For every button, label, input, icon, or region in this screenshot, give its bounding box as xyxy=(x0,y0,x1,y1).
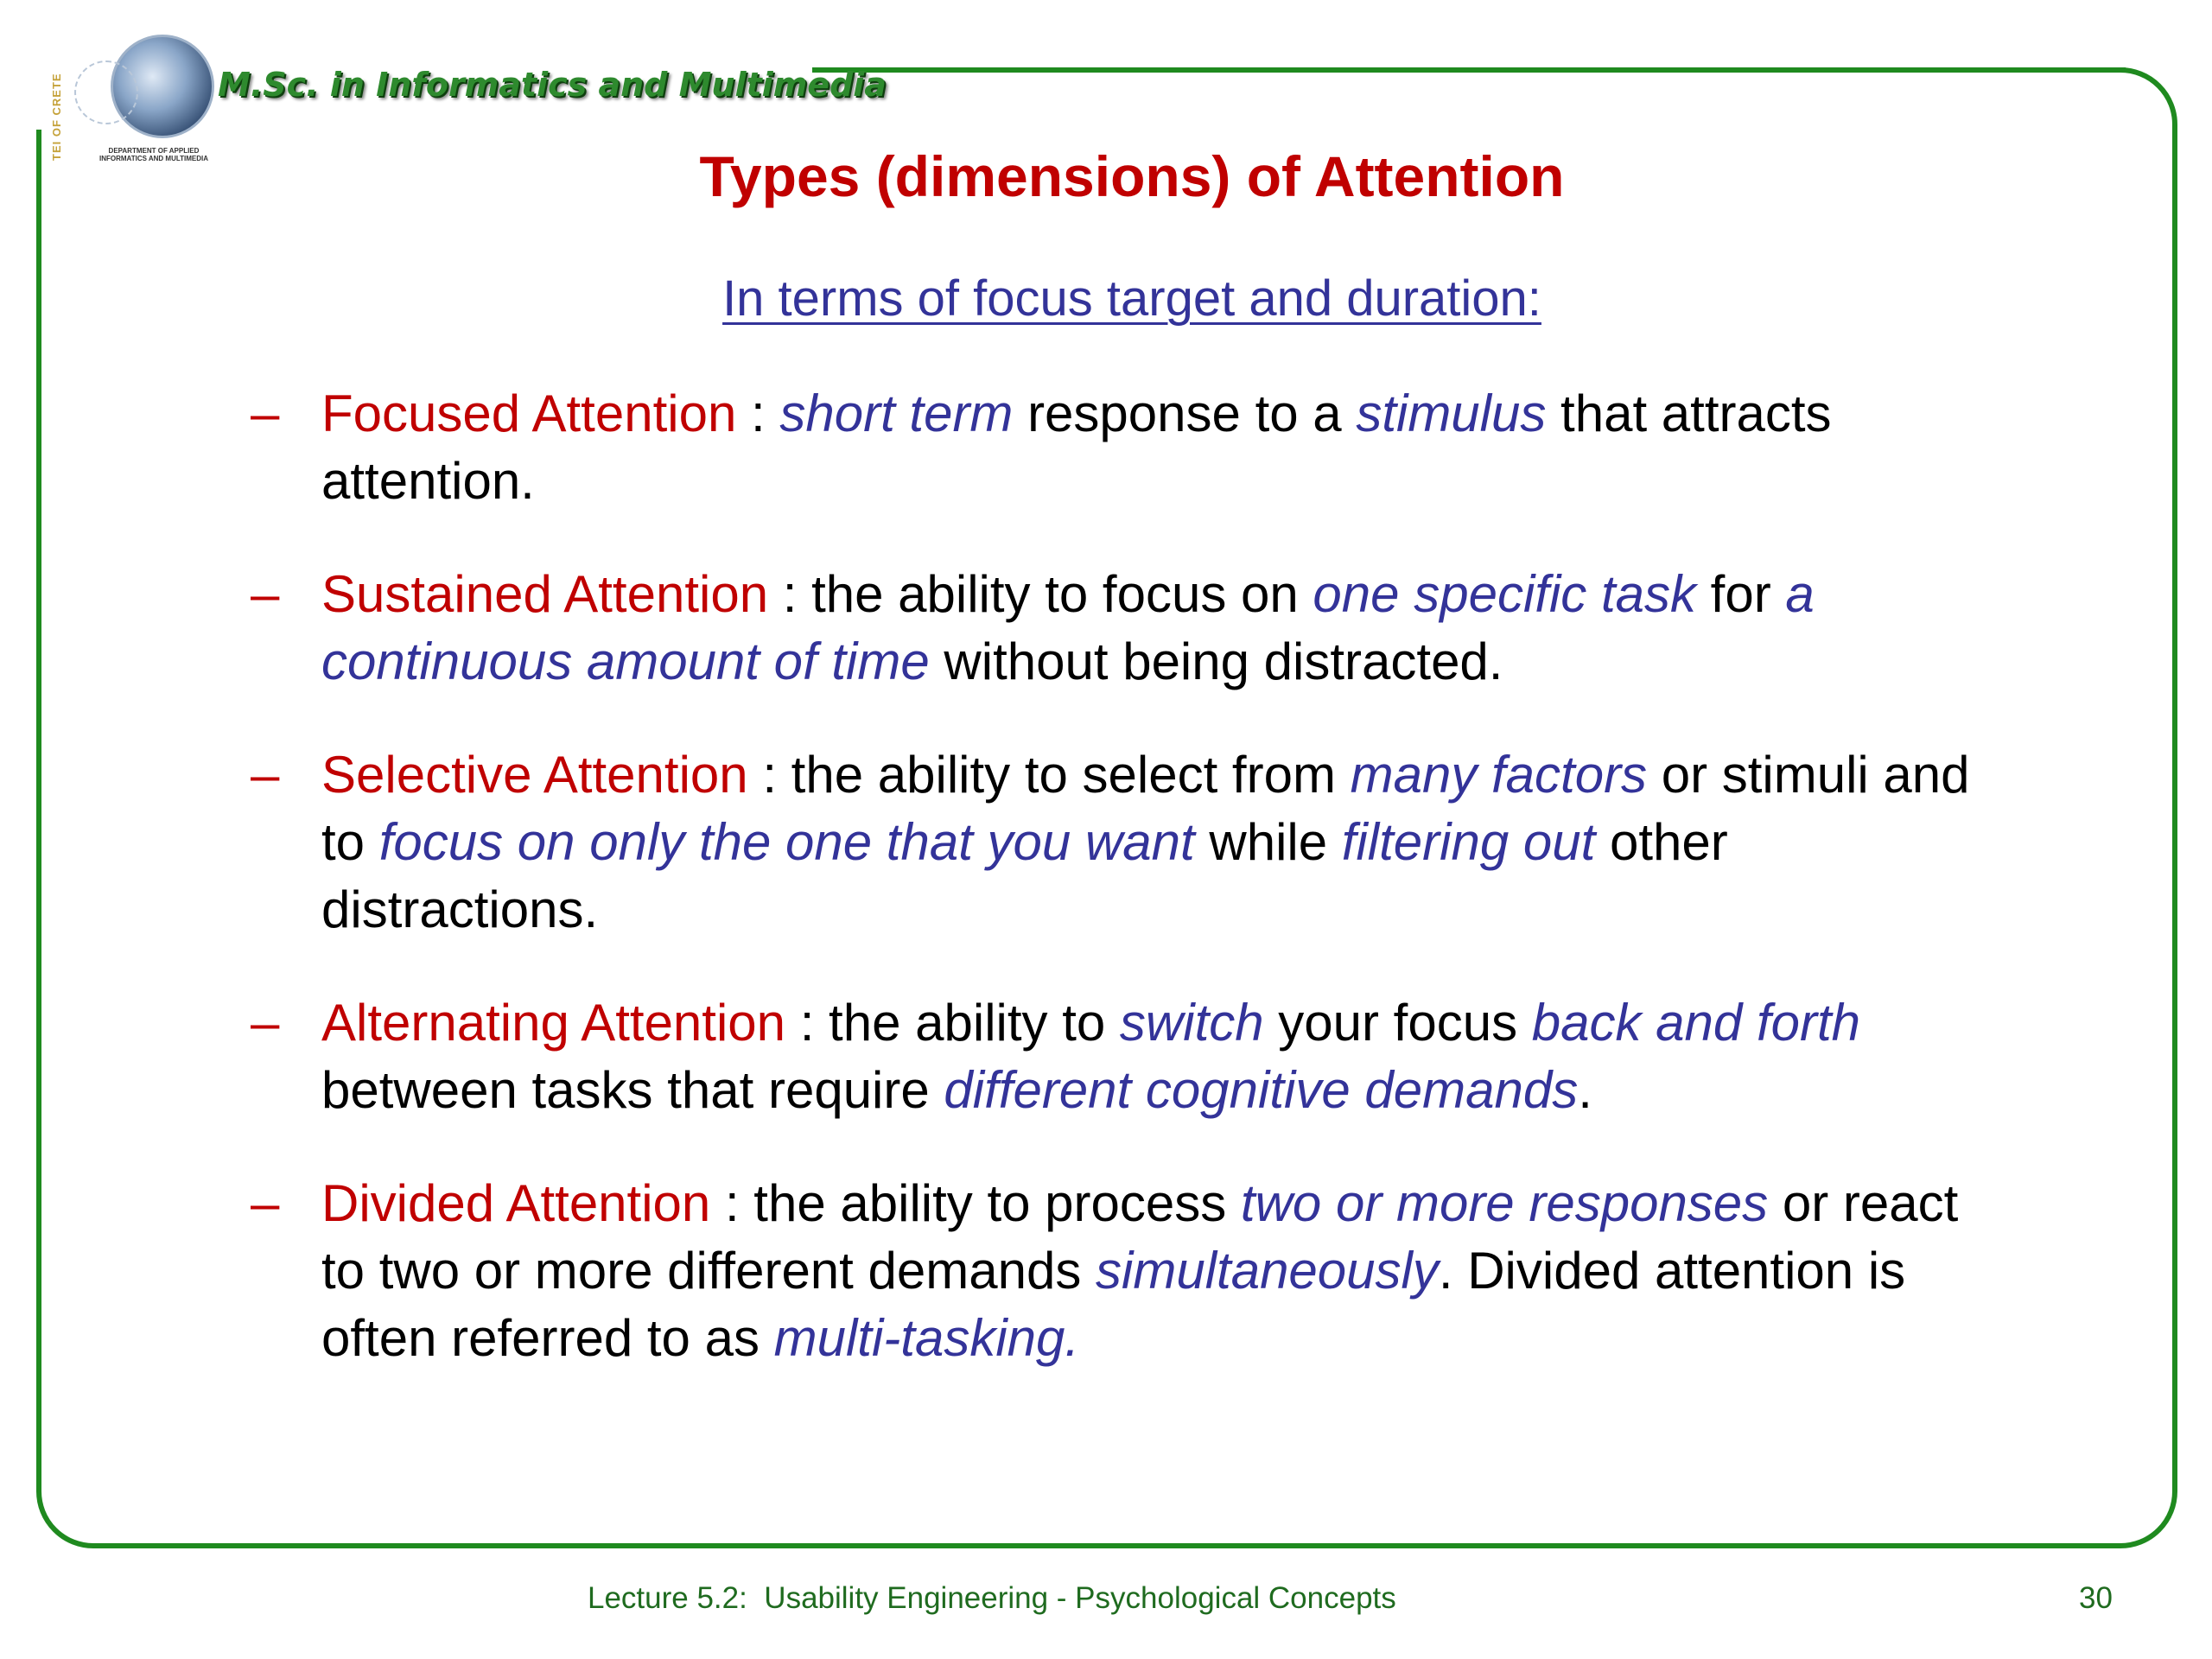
body-text: while xyxy=(1194,813,1342,871)
list-item xyxy=(251,989,2005,1124)
body-text: your focus xyxy=(1263,994,1532,1052)
attention-term: Focused Attention xyxy=(321,385,737,442)
attention-term: Selective Attention xyxy=(321,746,748,804)
list-item xyxy=(251,561,2005,696)
attention-term: Alternating Attention xyxy=(321,994,786,1052)
body-text: response to a xyxy=(1013,385,1357,442)
bullet-dash: – xyxy=(251,994,280,1052)
body-text: for xyxy=(1695,565,1786,623)
emphasis-text: filtering out xyxy=(1341,813,1596,871)
bullet-dash: – xyxy=(251,746,280,804)
slide-subtitle: In terms of focus target and duration: xyxy=(722,270,1541,327)
body-text: or react to two or more different demands xyxy=(321,1174,1959,1300)
bullet-dash: – xyxy=(251,385,280,442)
attention-term: Sustained Attention xyxy=(321,565,769,623)
institution-side-text: TEI OF CRETE xyxy=(50,73,63,161)
body-text: other distractions. xyxy=(321,813,1728,938)
body-text: : the ability to focus on xyxy=(768,565,1313,623)
body-text: that attracts attention. xyxy=(321,385,1832,510)
emphasis-text: multi-tasking. xyxy=(773,1309,1080,1367)
emphasis-text: stimulus xyxy=(1356,385,1547,442)
emphasis-text: different cognitive demands xyxy=(944,1061,1579,1119)
department-text: DEPARTMENT OF APPLIED INFORMATICS AND MULTIMEDIA xyxy=(99,147,209,162)
body-text: : xyxy=(736,385,780,442)
emphasis-text: two or more responses xyxy=(1240,1174,1769,1232)
list-item xyxy=(251,741,2005,944)
page-number: 30 xyxy=(2079,1581,2113,1615)
body-text: : the ability to select from xyxy=(747,746,1351,804)
body-text: without being distracted. xyxy=(929,632,1503,690)
bullet-dash: – xyxy=(251,565,280,623)
attention-types-list xyxy=(251,380,2005,1418)
emphasis-text: switch xyxy=(1119,994,1264,1052)
body-text: between tasks that require xyxy=(321,1061,944,1119)
emphasis-text: many factors xyxy=(1350,746,1648,804)
body-text: or stimuli and to xyxy=(321,746,1970,871)
footer-lecture-title: Lecture 5.2: Usability Engineering - Psychological Concepts xyxy=(588,1581,1396,1615)
emphasis-text: short term xyxy=(779,385,1014,442)
attention-term: Divided Attention xyxy=(321,1174,711,1232)
body-text: . Divided attention is often referred to as xyxy=(321,1242,1906,1367)
slide-title: Types (dimensions) of Attention xyxy=(699,144,1565,208)
emphasis-text: focus on only the one that you want xyxy=(378,813,1195,871)
globe-ring-icon xyxy=(74,60,138,124)
header-logo xyxy=(24,26,887,162)
list-item xyxy=(251,1170,2005,1372)
program-brand-title: M.Sc. in Informatics and Multimedia xyxy=(218,66,887,104)
frame-left-accent xyxy=(36,130,41,164)
emphasis-text: simultaneously xyxy=(1096,1242,1439,1300)
body-text: . xyxy=(1578,1061,1592,1119)
list-item xyxy=(251,380,2005,515)
frame-top-line xyxy=(812,67,2126,73)
bullet-dash: – xyxy=(251,1174,280,1232)
emphasis-text: one specific task xyxy=(1313,565,1696,623)
body-text: : the ability to process xyxy=(710,1174,1241,1232)
emphasis-text: a continuous amount of time xyxy=(321,565,1815,690)
emphasis-text: back and forth xyxy=(1531,994,1861,1052)
body-text: : the ability to xyxy=(785,994,1120,1052)
